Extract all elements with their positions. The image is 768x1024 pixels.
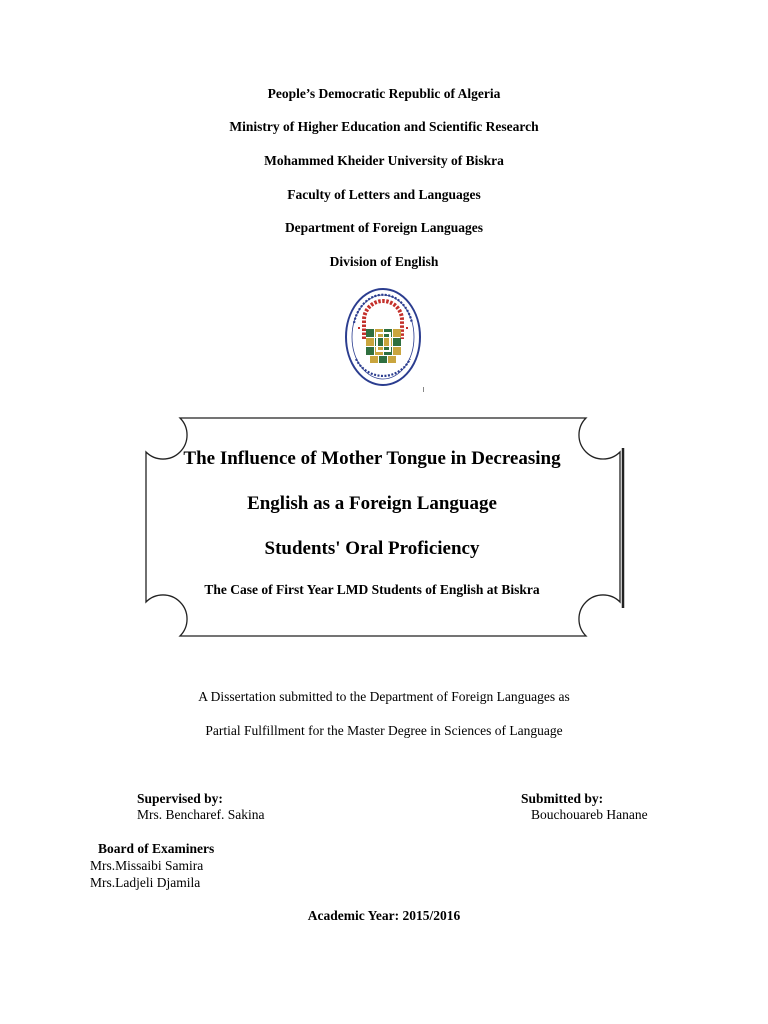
examiner-name: Mrs.Ladjeli Djamila (90, 875, 201, 890)
title-line-2: English as a Foreign Language (247, 493, 497, 514)
student-label: Submitted by: (521, 791, 604, 806)
supervisor-name: Mrs. Bencharef. Sakina (137, 807, 265, 822)
board-label: Board of Examiners (98, 841, 215, 856)
title-line-3: Students' Oral Proficiency (264, 538, 480, 559)
faculty-line: Faculty of Letters and Languages (287, 187, 481, 202)
ministry-line: Ministry of Higher Education and Scientific Research (229, 119, 539, 134)
supervisor-label: Supervised by: (137, 791, 223, 806)
university-seal-icon (344, 287, 424, 393)
student-name: Bouchouareb Hanane (531, 807, 648, 822)
country-line: People’s Democratic Republic of Algeria (267, 86, 501, 101)
submission-line-1: A Dissertation submitted to the Department of Foreign Languages as (198, 689, 570, 704)
examiner-name: Mrs.Missaibi Samira (90, 858, 204, 873)
division-line: Division of English (329, 254, 439, 269)
university-line: Mohammed Kheider University of Biskra (264, 153, 504, 168)
academic-year: Academic Year: 2015/2016 (307, 908, 461, 923)
case-subtitle: The Case of First Year LMD Students of English at Biskra (204, 582, 540, 597)
submission-line-2: Partial Fulfillment for the Master Degree in Sciences of Language (205, 723, 563, 738)
department-line: Department of Foreign Languages (284, 220, 484, 235)
title-line-1: The Influence of Mother Tongue in Decreasing (183, 448, 561, 469)
